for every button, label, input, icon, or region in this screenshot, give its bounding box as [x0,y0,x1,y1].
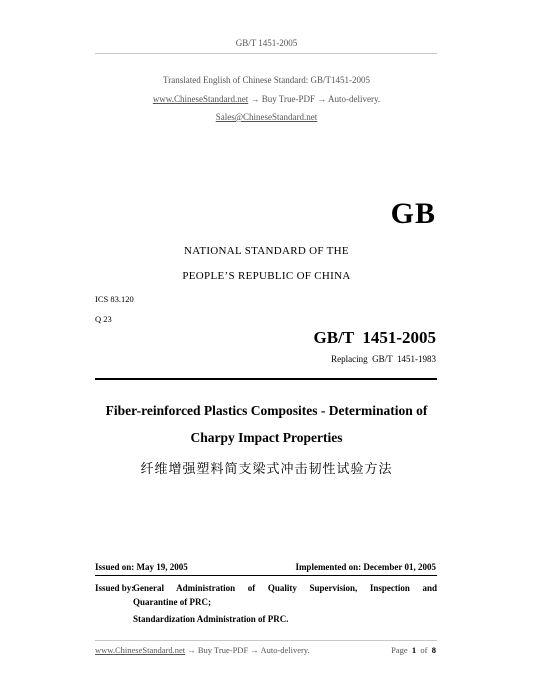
ics-code: ICS 83.120 [95,294,134,304]
issuer1-line1: General Administration of Quality Supervision, Inspection and [133,583,437,593]
buy-pdf-text: Buy True-PDF [261,94,315,104]
auto-delivery-text: Auto-delivery. [328,94,381,104]
email-line [0,112,533,122]
standard-code: GB/T 1451-2005 [313,328,436,347]
footer-purchase-line [95,645,310,655]
issued-by-label: Issued by: [95,583,135,593]
translation-notice: Translated English of Chinese Standard: GB/T1451-2005 [163,75,370,85]
arrow-right-icon: → [317,94,327,104]
page-number [391,645,436,655]
title-chinese: 纤维增强塑料简支梁式冲击韧性试验方法 [140,462,393,477]
issuer1-line2: Quarantine of PRC; [133,597,211,607]
page-label: Page [391,645,408,655]
national-standard-line1: NATIONAL STANDARD OF THE [184,245,349,257]
issue-divider [95,575,437,576]
code-divider [95,378,437,380]
gb-mark: GB [390,197,436,230]
page-total: 8 [431,645,436,655]
title-line1: Fiber-reinforced Plastics Composites - Determination of [105,403,428,418]
site-link[interactable]: www.ChineseStandard.net [152,94,249,104]
footer-buy-text: Buy True-PDF [197,645,249,655]
footer-divider [95,640,437,641]
page-current: 1 [411,645,417,655]
header-divider [95,53,437,54]
issuer2: Standardization Administration of PRC. [133,614,289,624]
arrow-right-icon: → [250,94,260,104]
running-header: GB/T 1451-2005 [235,38,298,48]
title-line2: Charpy Impact Properties [190,430,343,445]
footer-site-link[interactable]: www.ChineseStandard.net [95,645,186,655]
issued-on: Issued on: May 19, 2005 [95,562,188,572]
email-link[interactable]: Sales@ChineseStandard.net [215,112,318,122]
footer-auto-text: Auto-delivery. [260,645,310,655]
replacing-standard: Replacing GB/T 1451-1983 [331,354,436,364]
arrow-right-icon: → [187,645,196,655]
ccs-code: Q 23 [95,314,112,324]
arrow-right-icon: → [250,645,259,655]
implemented-on: Implemented on: December 01, 2005 [295,562,436,572]
national-standard-line2: PEOPLE’S REPUBLIC OF CHINA [182,270,351,282]
purchase-line [0,94,533,104]
page-of: of [420,645,428,655]
